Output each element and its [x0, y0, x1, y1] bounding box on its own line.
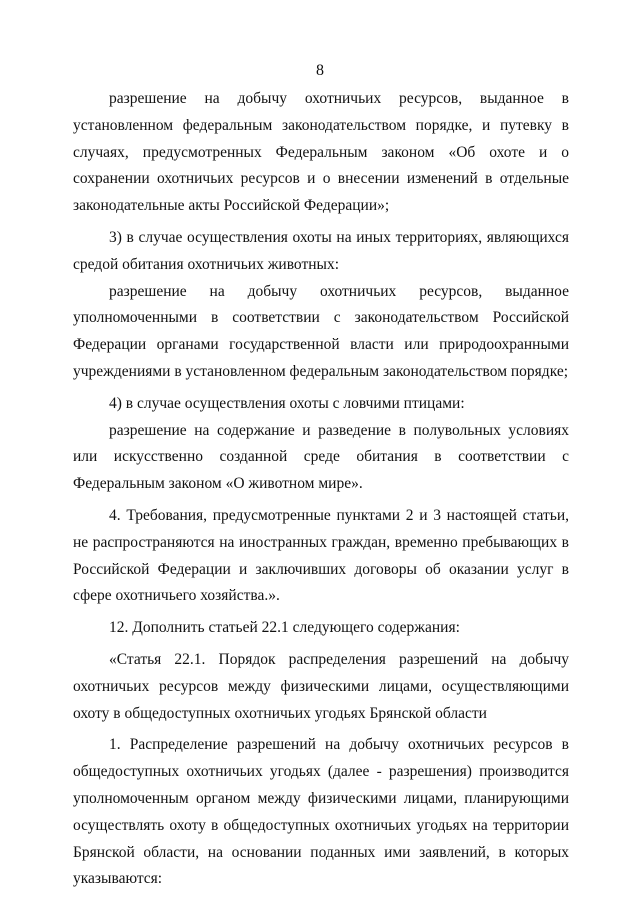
paragraph-foreign-citizens: 4. Требования, предусмотренные пунктами 2 и 3 настоящей статьи, не распространяются на иностранных граждан, временно пребывающих в Российской Федерации и заключивших договоры об оказании услуг в сфере охотничьего хозяйства.». [73, 506, 569, 605]
paragraph-add-article: 12. Дополнить статьей 22.1 следующего содержания: [109, 619, 460, 637]
paragraph-article-title: «Статья 22.1. Порядок распределения разрешений на добычу охотничьих ресурсов между физическими лицами, осуществляющими охоту в общедоступных охотничьих угодьях Брянской области [73, 650, 569, 722]
paragraph-permit-authorized: разрешение на добычу охотничьих ресурсов, выданное уполномоченными в соответствии с законодательством Российской Федерации органами государственной власти или природоохранными учреждениями в установленном федеральным законодательством порядке; [73, 282, 569, 380]
paragraph-permit-keeping: разрешение на содержание и разведение в полувольных условиях или искусственно созданной среде обитания в соответствии с Федеральным законом «О животном мире». [73, 421, 569, 493]
paragraph-permit-federal: разрешение на добычу охотничьих ресурсов, выданное в установленном федеральным законодательством порядке, и путевку в случаях, предусмотренных Федеральным законом «Об охоте и о сохранении охотничьих ресурсов и о внесении изменений в отдельные законодательные акты Российской Федерации»; [73, 90, 569, 215]
paragraph-other-territories: 3) в случае осуществления охоты на иных территориях, являющихся средой обитания охотничьих животных: [73, 228, 569, 273]
page-number: 8 [316, 62, 324, 79]
paragraph-distribution: 1. Распределение разрешений на добычу охотничьих ресурсов в общедоступных охотничьих угодьях (далее - разрешения) производится уполномоченным органом между физическими лицами, планирующими осуществлять охоту в общедоступных охотничьих угодьях на территории Брянской области, на основании поданных ими заявлений, в которых указываются: [73, 736, 569, 888]
document-body [73, 86, 569, 893]
paragraph-hunting-birds: 4) в случае осуществления охоты с ловчими птицами: [109, 394, 465, 412]
